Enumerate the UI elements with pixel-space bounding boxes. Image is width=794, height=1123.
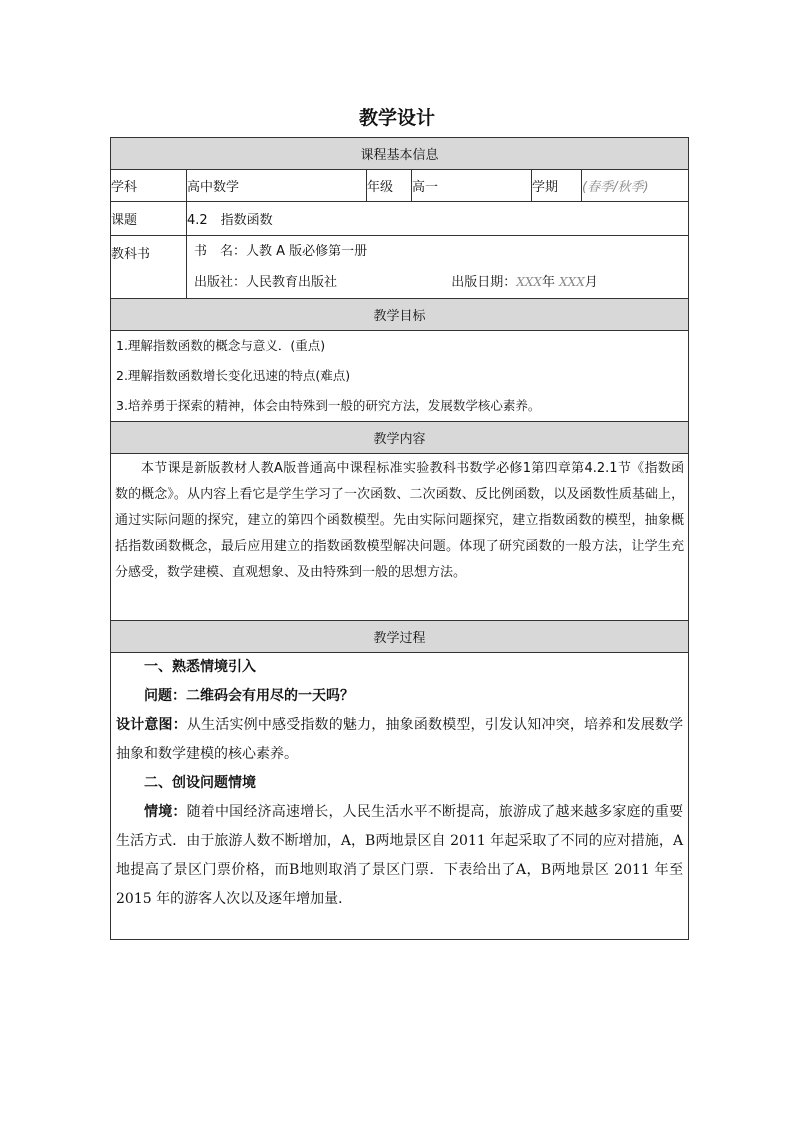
pub-date-label: 出版日期：: [451, 275, 517, 290]
subject-label: 学科: [111, 170, 187, 202]
textbook-label: 教科书: [111, 236, 187, 299]
publisher: 出版社：人民教育出版社: [194, 275, 338, 290]
question-line: [111, 682, 688, 711]
textbook-info: [187, 236, 689, 299]
term-label: 学期: [532, 170, 582, 202]
section-header-goals: 教学目标: [111, 299, 689, 331]
pub-year-placeholder: XXX: [516, 275, 542, 289]
book-name: 书 名：人教 A 版必修第一册: [194, 244, 368, 259]
situation-label: 情境：: [144, 804, 187, 820]
lesson-plan-table: [110, 137, 689, 940]
topic-value: 4.2 指数函数: [187, 202, 689, 236]
term-value: (春季/秋季): [582, 170, 689, 202]
pub-year-unit: 年: [541, 275, 555, 290]
pub-month-unit: 月: [584, 275, 598, 290]
content-paragraph: 本节课是新版教材人教A版普通高中课程标准实验教科书数学必修1第四章第4.2.1节《指数函数的概念》。从内容上看它是学生学习了一次函数、二次函数、反比例函数，以及函数性质基础上，通过实际问题的探究，建立的第四个函数模型。先由实际问题探究，建立指数函数的模型，抽象概括指数函数概念，最后应用建立的指数函数模型解决问题。体现了研究函数的一般方法，让学生充分感受，数学建模、直观想象、及由特殊到一般的思想方法。: [115, 461, 685, 580]
section-header-process: 教学过程: [111, 621, 689, 653]
subject-value: 高中数学: [187, 170, 367, 202]
intent-label: 设计意图：: [116, 717, 187, 733]
goal-item: 3.培养勇于探索的精神，体会由特殊到一般的研究方法，发展数学核心素养。: [116, 398, 541, 413]
step1-heading: 一、熟悉情境引入: [144, 659, 256, 675]
situation-text: 随着中国经济高速增长，人民生活水平不断提高，旅游成了越来越多家庭的重要生活方式．由于旅游人数不断增加，A，B两地景区自 2011 年起采取了不同的应对措施，A地提高了景区门票价格，而B地则取消了景区门票．下表给出了A，B两地景区 2011 年至 2015 年的游客人次以及逐年增加量．: [116, 804, 684, 907]
process-cell: [111, 653, 689, 940]
section-header-basic-info: 课程基本信息: [111, 138, 689, 170]
publisher-line: [187, 267, 688, 298]
question-label: 问题：: [144, 688, 186, 704]
intent-paragraph: [111, 711, 688, 769]
page-title: 教学设计: [358, 107, 435, 129]
section-header-content: 教学内容: [111, 422, 689, 454]
goal-item: 1.理解指数函数的概念与意义．(重点): [116, 338, 326, 353]
goals-cell: [111, 331, 689, 422]
pub-month-placeholder: XXX: [559, 275, 585, 289]
goal-item: 2.理解指数函数增长变化迅速的特点(难点): [116, 368, 351, 383]
content-cell: [111, 454, 689, 621]
situation-paragraph: [111, 798, 688, 914]
intent-text: 从生活实例中感受指数的魅力，抽象函数模型，引发认知冲突，培养和发展数学抽象和数学建模的核心素养。: [116, 717, 684, 762]
question-text: 二维码会有用尽的一天吗？: [186, 688, 354, 704]
grade-value: 高一: [412, 170, 532, 202]
topic-label: 课题: [111, 202, 187, 236]
grade-label: 年级: [367, 170, 412, 202]
step2-heading: 二、创设问题情境: [144, 775, 256, 791]
